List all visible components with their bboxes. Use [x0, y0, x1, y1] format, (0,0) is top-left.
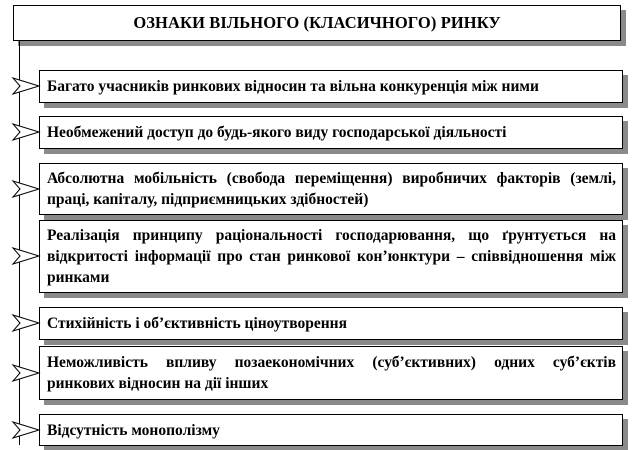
- connector-arrow-2: [12, 121, 41, 143]
- feature-box-3: [39, 163, 623, 215]
- diagram-title: ОЗНАКИ ВІЛЬНОГО (КЛАСИЧНОГО) РИНКУ: [133, 13, 501, 32]
- feature-text-2: Необмежений доступ до будь-якого виду господарської діяльності: [47, 124, 507, 141]
- connector-arrow-4: [12, 245, 41, 267]
- feature-box-4: [39, 220, 623, 293]
- feature-text-5: Стихійність і об’єктивність ціноутворення: [47, 315, 347, 332]
- feature-box-7: [39, 414, 623, 446]
- connector-arrow-3: [12, 178, 41, 200]
- connector-arrow-7: [12, 419, 41, 441]
- connector-arrow-6: [12, 362, 41, 384]
- connector-spine: [19, 41, 20, 445]
- diagram-title-box: [13, 5, 621, 41]
- feature-text-6: Неможливість впливу позаекономічних (суб’єктивних) одних суб’єктів ринкових відносин на дії інших: [47, 354, 616, 392]
- feature-text-7: Відсутність монополізму: [47, 421, 220, 439]
- feature-box-5: [39, 307, 623, 340]
- feature-text-1: Багато учасників ринкових відносин та вільна конкуренція між ними: [47, 78, 539, 95]
- feature-box-2: [39, 116, 623, 149]
- connector-arrow-1: [12, 75, 41, 97]
- feature-box-1: [39, 70, 623, 103]
- connector-arrow-5: [12, 312, 41, 334]
- feature-text-4: Реалізація принципу раціональності господарювання, що ґрунтується на відкритості інформації про стан ринкової кон’юнктури – співвідношення між ринками: [47, 227, 616, 286]
- feature-text-3: Абсолютна мобільність (свобода переміщення) виробничих факторів (землі, праці, капіталу, підприємницьких здібностей): [47, 170, 616, 208]
- feature-box-6: [39, 346, 623, 400]
